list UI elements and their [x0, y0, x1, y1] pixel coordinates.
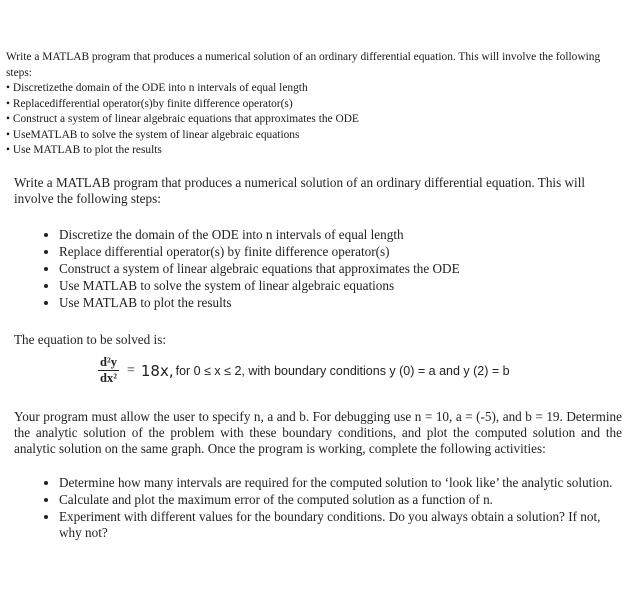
problem-step: • Discretize the domain of the ODE into n intervals of equal length: [59, 227, 622, 243]
ode-equation: [14, 356, 622, 385]
summary-steps: [6, 81, 626, 159]
problem-intro: Write a MATLAB program that produces a numerical solution of an ordinary differential equation. This will involve the following steps:: [14, 175, 586, 206]
summary-intro: Write a MATLAB program that produces a numerical solution of an ordinary differential equation. This will involve the following steps:: [6, 51, 601, 79]
problem-step: • Construct a system of linear algebraic equations that approximates the ODE: [59, 261, 622, 277]
activity-item: • Calculate and plot the maximum error of the computed solution as a function of n.: [59, 492, 622, 508]
activities-list: [14, 475, 622, 541]
problem-step: • Use MATLAB to plot the results: [59, 295, 622, 311]
derivative-numerator: d²y: [100, 355, 117, 369]
problem-step: • Replace differential operator(s) by finite difference operator(s): [59, 244, 622, 260]
boundary-conditions: for 0 ≤ x ≤ 2, with boundary conditions y (0) = a and y (2) = b: [175, 363, 510, 378]
second-derivative: [98, 356, 119, 385]
summary-step: • Discretizethe domain of the ODE into n intervals of equal length: [6, 81, 626, 97]
derivative-denominator: dx²: [100, 371, 117, 385]
problem-step: • Use MATLAB to solve the system of linear algebraic equations: [59, 278, 622, 294]
summary-block: [6, 50, 626, 159]
summary-step: • Use MATLAB to plot the results: [6, 143, 626, 159]
problem-steps: [14, 227, 622, 311]
equals-sign: =: [126, 362, 135, 378]
debug-paragraph: Your program must allow the user to specify n, a and b. For debugging use n = 10, a = (-5), and b = 19. Determine the analytic solution of the problem with these boundary conditions, and plot the computed solution and the analytic solution on the same graph. Once the program is working, complete the following activities:: [14, 409, 622, 456]
summary-step: • Replacedifferential operator(s)by finite difference operator(s): [6, 97, 626, 113]
equation-label: The equation to be solved is:: [14, 332, 166, 347]
activity-item: • Experiment with different values for the boundary conditions. Do you always obtain a solution? If not, why not?: [59, 509, 622, 541]
equation-rhs: 18x,: [140, 361, 174, 380]
summary-step: • Construct a system of linear algebraic equations that approximates the ODE: [6, 112, 626, 128]
activity-item: • Determine how many intervals are required for the computed solution to ‘look like’ the analytic solution.: [59, 475, 622, 491]
summary-step: • UseMATLAB to solve the system of linear algebraic equations: [6, 128, 626, 144]
problem-statement: [14, 175, 622, 542]
